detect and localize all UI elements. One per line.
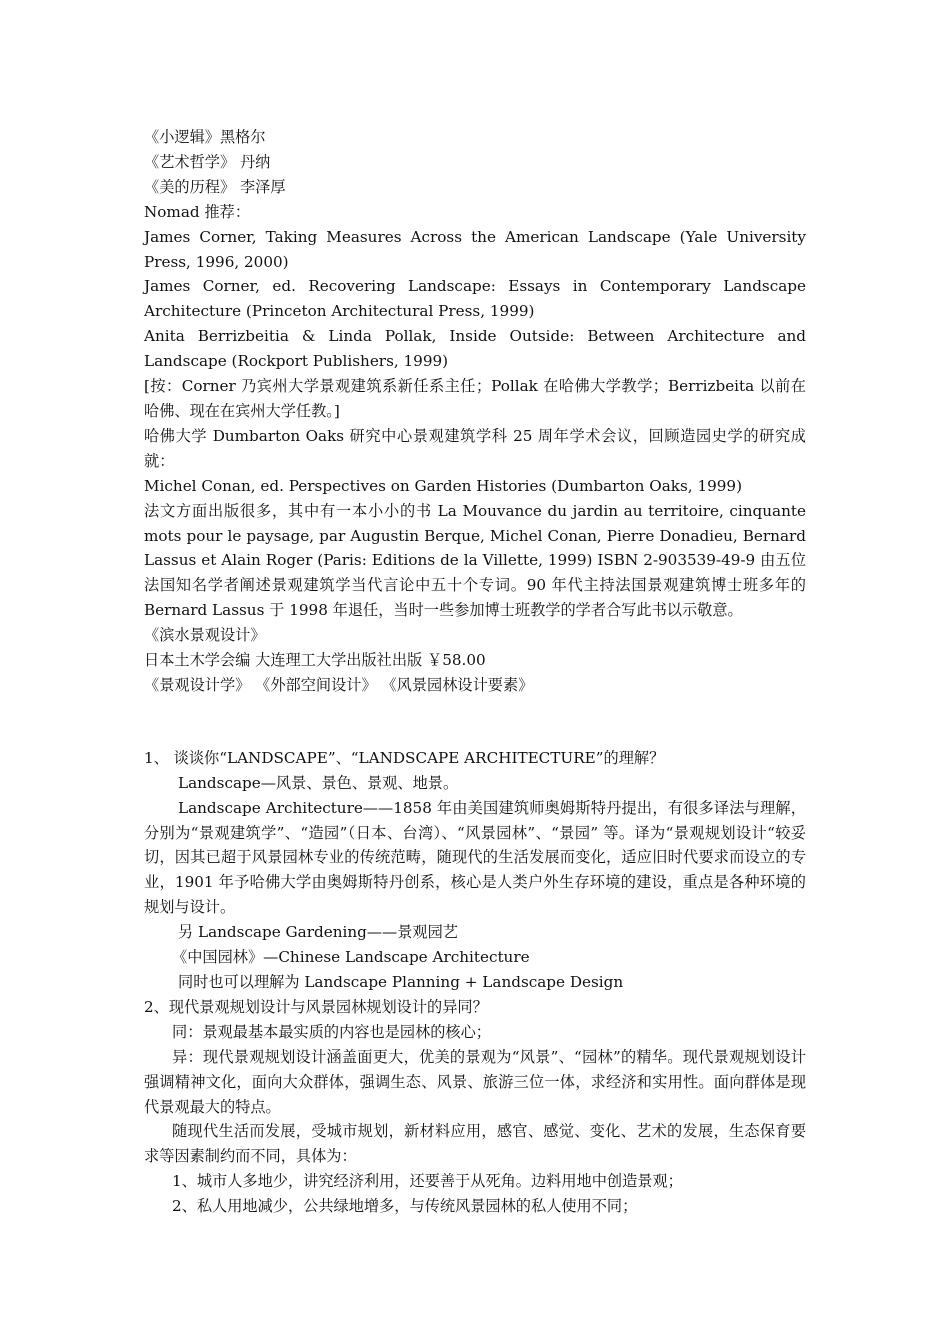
answer-paragraph: Landscape Architecture——1858 年由美国建筑师奥姆斯特丹提出，有很多译法与理解，分别为“景观建筑学”、“造园”（日本、台湾）、“风景园林”、“景园” 等。译为“景观规划设计“较妥切，因其已超于风景园林专业的传统范畴，随现代的生活发展而变化，适应旧时代要求而设立的专业，1901 年予哈佛大学由奥姆斯特丹创系，核心是人类户外生存环境的建设，重点是各种环境的规划与设计。 (144, 798, 806, 917)
reference-entry: James Corner, Taking Measures Across the American Landscape (Yale University Press, 1996, 2000) (144, 227, 806, 271)
french-books-paragraph: 法文方面出版很多，其中有一本小小的书 La Mouvance du jardin au territoire, cinquante mots pour le paysage, par Augustin Berque, Michel Conan, Pierre Donadieu, Bernard Lassus et Alain Roger (Paris: Editions de la Villette, 1999) ISBN 2-903539-49-9 由五位法国知名学者阐述景观建筑学当代言论中五十个专词。90 年代主持法国景观建筑博士班多年的 Bernard Lassus 于 1998 年退任，当时一些参加博士班教学的学者合写此书以示敬意。 (144, 501, 806, 620)
question-2: 2、现代景观规划设计与风景园林规划设计的异同？ (144, 997, 488, 1016)
answer-paragraph: 同时也可以理解为 Landscape Planning + Landscape Design (178, 973, 624, 991)
section-gap (144, 698, 806, 746)
answer-paragraph: 《中国园林》—Chinese Landscape Architecture (172, 948, 530, 967)
document-body (144, 125, 806, 1219)
reference-entry: Michel Conan, ed. Perspectives on Garden Histories (Dumbarton Oaks, 1999) (144, 476, 743, 495)
answer-paragraph: 异：现代景观规划设计涵盖面更大，优美的景观为“风景”、“园林”的精华。现代景观规划设计强调精神文化，面向大众群体，强调生态、风景、旅游三位一体，求经济和实用性。面向群体是现代景观最大的特点。 (144, 1047, 806, 1116)
question-1: 1、 谈谈你“LANDSCAPE”、“LANDSCAPE ARCHITECTURE”的理解？ (144, 748, 665, 767)
answer-paragraph: 随现代生活而发展，受城市规划，新材料应用，感官、感觉、变化、艺术的发展，生态保育要求等因素制约而不同，具体为： (144, 1122, 806, 1166)
conference-paragraph: 哈佛大学 Dumbarton Oaks 研究中心景观建筑学科 25 周年学术会议，回顾造园史学的研究成就： (144, 426, 806, 470)
publisher-line: 日本土木学会编 大连理工大学出版社出版 ￥58.00 (144, 651, 486, 670)
reference-entry: James Corner, ed. Recovering Landscape: Essays in Contemporary Landscape Architecture (Princeton Architectural Press, 1999) (144, 277, 806, 321)
book-entry: 《美的历程》 李泽厚 (144, 177, 286, 196)
book-list-line: 《景观设计学》 《外部空间设计》 《风景园林设计要素》 (144, 675, 534, 694)
answer-paragraph: Landscape—风景、景色、景观、地景。 (178, 773, 459, 792)
reference-entry: Anita Berrizbeitia & Linda Pollak, Inside Outside: Between Architecture and Landscape (Rockport Publishers, 1999) (144, 327, 806, 371)
book-entry: 《滨水景观设计》 (144, 626, 266, 645)
book-entry: 《艺术哲学》 丹纳 (144, 152, 271, 171)
answer-paragraph: 另 Landscape Gardening——景观园艺 (178, 923, 458, 942)
note-paragraph: [按：Corner 乃宾州大学景观建筑系新任系主任；Pollak 在哈佛大学教学；Berrizbeita 以前在哈佛、现在在宾州大学任教。] (144, 377, 806, 420)
book-entry: 《小逻辑》黑格尔 (144, 128, 266, 146)
answer-list-item: 2、私人用地减少，公共绿地增多，与传统风景园林的私人使用不同； (172, 1197, 638, 1216)
recommend-heading: Nomad 推荐： (144, 202, 251, 221)
answer-list-item: 1、城市人多地少，讲究经济利用，还要善于从死角。边料用地中创造景观； (172, 1172, 683, 1191)
answer-paragraph: 同：景观最基本最实质的内容也是园林的核心； (172, 1022, 491, 1041)
